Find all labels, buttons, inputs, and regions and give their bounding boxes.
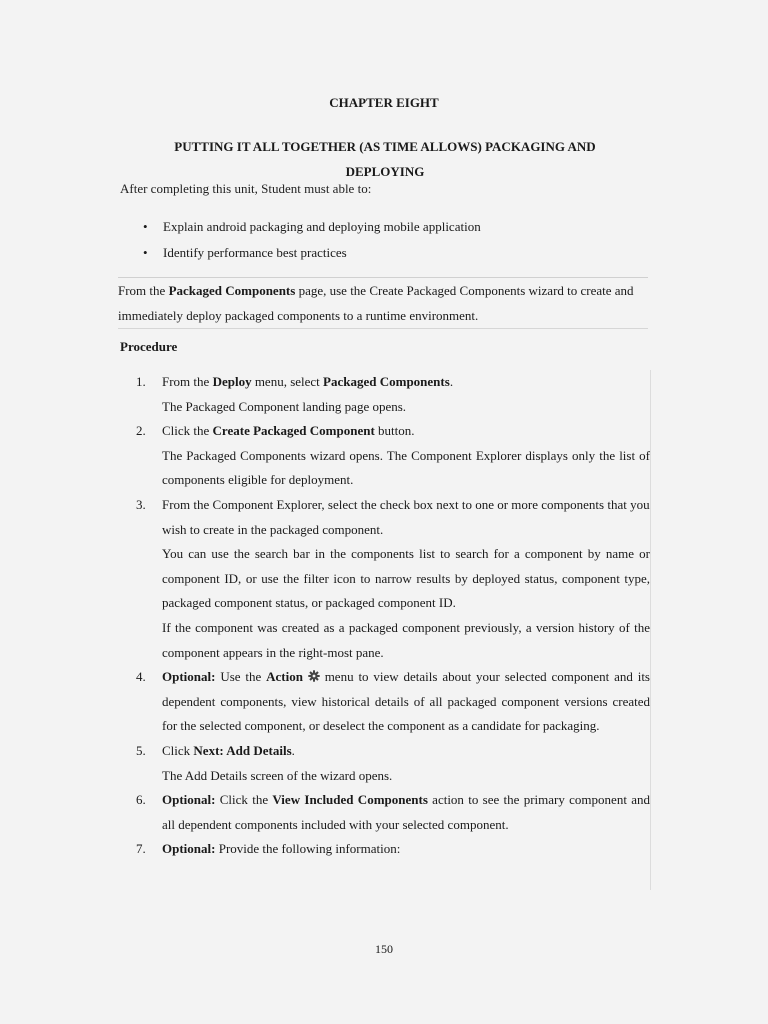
step-number: 4. [136,669,146,685]
bold-text: Deploy [212,374,252,389]
bold-text: Packaged Components [323,374,450,389]
text: Click [162,742,194,758]
objectives-list [143,218,481,270]
para-bold: Packaged Components [168,283,296,298]
text: Use the [215,669,267,685]
para-text: From the [118,283,169,298]
bold-text: Optional: [162,792,216,808]
step-text: From the Component Explorer, select the check box next to one or more components that you wish to create in the packaged component. [162,496,650,537]
chapter-heading: CHAPTER EIGHT [329,95,439,110]
step-number: 7. [136,841,146,857]
step-2 [136,419,650,444]
step-number: 6. [136,792,146,808]
highlighted-line [118,277,648,329]
step-number: 5. [136,742,146,758]
procedure-steps [136,370,650,862]
step-result: The Add Details screen of the wizard opens. [162,767,393,783]
step-text [162,370,650,395]
bold-text: Create Packaged Component [212,423,375,439]
para-text: page, use the Create Packaged Components wizard to create and immediately deploy packaged components to a runtime environment. [118,283,634,323]
text: action to see the primary component and all dependent components included with your selected component. [162,792,650,832]
step-number: 1. [136,374,146,389]
bold-text: Optional: [162,841,216,857]
objective-item [143,244,481,270]
procedure-heading: Procedure [120,339,178,354]
bold-text: Action [266,669,303,685]
step-3 [136,493,650,542]
step-number: 2. [136,423,146,439]
text: Provide the following information: [215,841,401,857]
step-text [162,665,650,739]
step-text [162,739,650,764]
text: . [291,742,295,758]
bold-text: Optional: [162,669,216,685]
step-4 [136,665,650,739]
step-6 [136,788,650,837]
bullet-icon: • [143,245,148,260]
objective-text: Explain android packaging and deploying mobile application [163,219,481,234]
text: button. [374,423,415,439]
step-1 [136,370,650,395]
step-result: The Packaged Components wizard opens. The Component Explorer displays only the list of components eligible for deployment. [162,447,650,488]
intro-text: After completing this unit, Student must able to: [120,181,372,196]
text: From the [162,374,213,389]
step-text [162,419,650,444]
step-text [162,837,650,862]
text: Click the [162,423,213,439]
text: . [449,374,454,389]
table-border [650,370,651,890]
bold-text: View Included Components [272,792,428,808]
objective-text: Identify performance best practices [163,245,347,260]
page-number: 150 [375,942,393,956]
step-text [162,788,650,837]
step-note: You can use the search bar in the components list to search for a component by name or component ID, or use the filter icon to narrow results by deployed status, component type, packaged component status, or packaged component ID. [162,546,650,611]
step-number: 3. [136,496,146,512]
step-note: If the component was created as a packaged component previously, a version history of the component appears in the right-most pane. [162,619,650,660]
step-result: The Packaged Component landing page opens. [162,398,407,414]
text: menu, select [251,374,324,389]
step-5 [136,739,650,764]
step-7 [136,837,650,862]
bold-text: Next: Add Details [193,742,292,758]
gear-icon [308,670,320,682]
intro-paragraph [118,277,648,329]
chapter-title: PUTTING IT ALL TOGETHER (AS TIME ALLOWS) PACKAGING AND DEPLOYING [174,139,596,179]
bullet-icon: • [143,219,148,234]
objective-item [143,218,481,244]
text: menu to view details about your selected component and its dependent components, view historical details of all packaged component versions created for the selected component, or deselect the component as a candidate for packaging. [162,669,650,734]
text: Click the [215,792,273,808]
